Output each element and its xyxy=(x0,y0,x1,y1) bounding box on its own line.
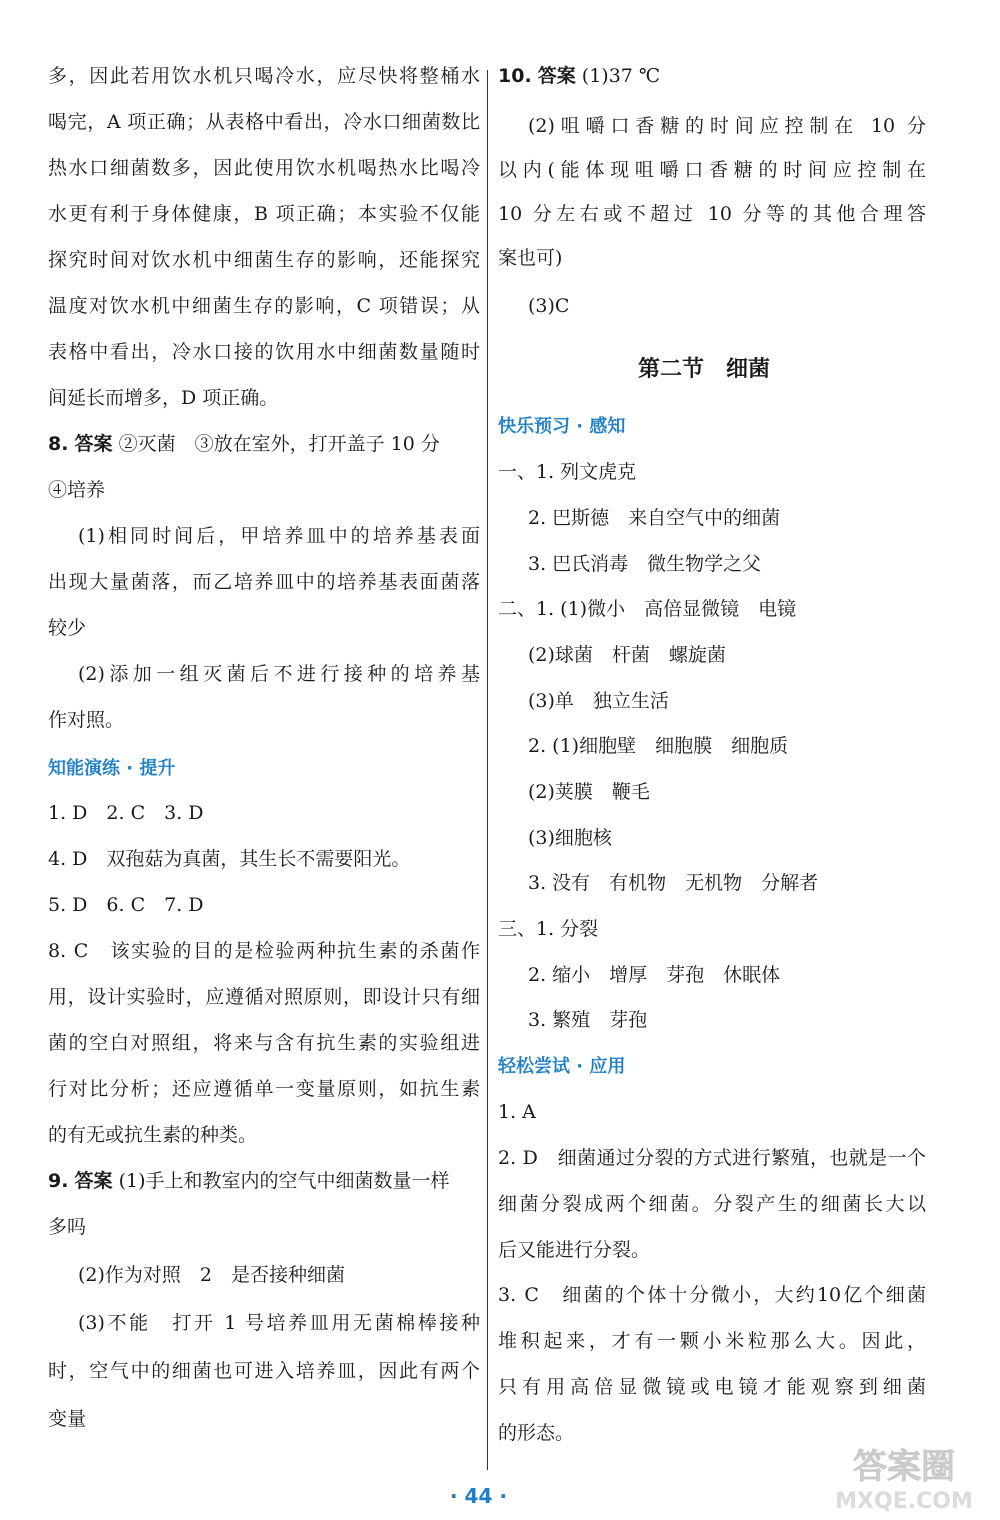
text-line: 喝完，A 项正确；从表格中看出，冷水口细菌数比 xyxy=(48,111,480,133)
text-line: 的有无或抗生素的种类。 xyxy=(48,1124,258,1146)
answer-line: 2. 缩小 增厚 芽孢 休眠体 xyxy=(528,964,781,986)
question-8-answer xyxy=(48,431,440,457)
answer-line: 5. D 6. C 7. D xyxy=(48,894,204,916)
text-line: 出现大量菌落，而乙培养皿中的培养基表面菌落 xyxy=(48,571,480,593)
watermark-logo xyxy=(820,1440,988,1514)
question-number: 10. xyxy=(498,65,532,87)
answer-line: 2. (1)细胞壁 细胞膜 细胞质 xyxy=(528,735,789,757)
text-line: 行对比分析；还应遵循单一变量原则，如抗生素 xyxy=(48,1078,480,1100)
text-line: 多，因此若用饮水机只喝冷水，应尽快将整桶水 xyxy=(48,65,480,87)
text-line: (3)不能 打开 1 号培养皿用无菌棉棒接种 xyxy=(78,1312,480,1334)
text-line: (2)咀嚼口香糖的时间应控制在 10 分 xyxy=(528,115,926,137)
text-line: (3)C xyxy=(528,295,570,317)
page-number: · 44 · xyxy=(450,1484,507,1508)
column-divider xyxy=(487,70,488,1470)
answer-line: 2. D 细菌通过分裂的方式进行繁殖，也就是一个 xyxy=(498,1147,926,1169)
text-line: 堆积起来，才有一颗小米粒那么大。因此， xyxy=(498,1330,926,1352)
answer-line: 二、1. (1)微小 高倍显微镜 电镜 xyxy=(498,598,797,620)
text-line: 变量 xyxy=(48,1408,87,1430)
answer-text: (1)手上和教室内的空气中细菌数量一样 xyxy=(118,1170,450,1192)
answer-line: 一、1. 列文虎克 xyxy=(498,461,637,483)
text-line: 温度对饮水机中细菌生存的影响，C 项错误；从 xyxy=(48,295,480,317)
text-line: 热水口细菌数多，因此使用饮水机喝热水比喝冷 xyxy=(48,157,480,179)
text-line: 只有用高倍显微镜或电镜才能观察到细菌 xyxy=(498,1376,926,1398)
question-10-answer xyxy=(498,63,660,89)
watermark-url: MXQE.COM xyxy=(835,1489,973,1514)
answer-line: (2)荚膜 鞭毛 xyxy=(528,781,650,803)
text-line: 间延长而增多，D 项正确。 xyxy=(48,387,279,409)
text-line: 探究时间对饮水机中细菌生存的影响，还能探究 xyxy=(48,249,480,271)
text-line: 以内(能体现咀嚼口香糖的时间应控制在 xyxy=(498,159,926,181)
watermark-text: 答案圈 xyxy=(853,1447,955,1487)
answer-line: (3)单 独立生活 xyxy=(528,690,669,712)
text-line: 案也可) xyxy=(498,247,563,269)
answer-line: (2)球菌 杆菌 螺旋菌 xyxy=(528,644,726,666)
chapter-heading: 第二节 细菌 xyxy=(638,357,771,382)
answer-line: 8. C 该实验的目的是检验两种抗生素的杀菌作 xyxy=(48,940,480,962)
text-line: (2)添加一组灭菌后不进行接种的培养基 xyxy=(78,663,480,685)
text-line: 的形态。 xyxy=(498,1422,575,1444)
answer-text: ②灭菌 ③放在室外，打开盖子 10 分 xyxy=(118,433,440,455)
text-line: 表格中看出，冷水口接的饮用水中细菌数量随时 xyxy=(48,341,480,363)
answer-line: (3)细胞核 xyxy=(528,827,612,849)
answer-label: 答案 xyxy=(537,65,576,87)
answer-line: 3. C 细菌的个体十分微小，大约10亿个细菌 xyxy=(498,1284,926,1306)
text-line: (2)作为对照 2 是否接种细菌 xyxy=(78,1264,346,1286)
question-number: 8. xyxy=(48,433,69,455)
text-line: 作对照。 xyxy=(48,709,125,731)
answer-line: 3. 巴氏消毒 微生物学之父 xyxy=(528,553,762,575)
text-line: 后又能进行分裂。 xyxy=(498,1239,651,1261)
text-line: 较少 xyxy=(48,617,87,639)
answer-line: 2. 巴斯德 来自空气中的细菌 xyxy=(528,507,781,529)
text-line: 用，设计实验时，应遵循对照原则，即设计只有细 xyxy=(48,986,480,1008)
question-number: 9. xyxy=(48,1170,69,1192)
answer-line: 1. A xyxy=(498,1101,536,1123)
section-heading: 轻松尝试 · 应用 xyxy=(498,1056,626,1077)
text-line: 细菌分裂成两个细菌。分裂产生的细菌长大以 xyxy=(498,1193,926,1215)
answer-line: 3. 没有 有机物 无机物 分解者 xyxy=(528,872,819,894)
text-line: 10 分左右或不超过 10 分等的其他合理答 xyxy=(498,203,926,225)
section-heading: 知能演练 · 提升 xyxy=(48,758,176,779)
question-9-answer xyxy=(48,1168,449,1194)
answer-line: 三、1. 分裂 xyxy=(498,918,599,940)
text-line: (1)相同时间后，甲培养皿中的培养基表面 xyxy=(78,525,480,547)
answer-line: 1. D 2. C 3. D xyxy=(48,802,204,824)
answer-text: (1)37 ℃ xyxy=(581,65,661,87)
section-heading: 快乐预习 · 感知 xyxy=(498,416,626,437)
answer-label: 答案 xyxy=(74,1170,113,1192)
answer-line: 3. 繁殖 芽孢 xyxy=(528,1009,648,1031)
answer-label: 答案 xyxy=(74,433,113,455)
text-line: ④培养 xyxy=(48,479,106,501)
text-line: 菌的空白对照组，将来与含有抗生素的实验组进 xyxy=(48,1032,480,1054)
text-line: 时，空气中的细菌也可进入培养皿，因此有两个 xyxy=(48,1360,480,1382)
text-line: 水更有利于身体健康，B 项正确；本实验不仅能 xyxy=(48,203,480,225)
answer-line: 4. D 双孢菇为真菌，其生长不需要阳光。 xyxy=(48,848,411,870)
text-line: 多吗 xyxy=(48,1216,87,1238)
